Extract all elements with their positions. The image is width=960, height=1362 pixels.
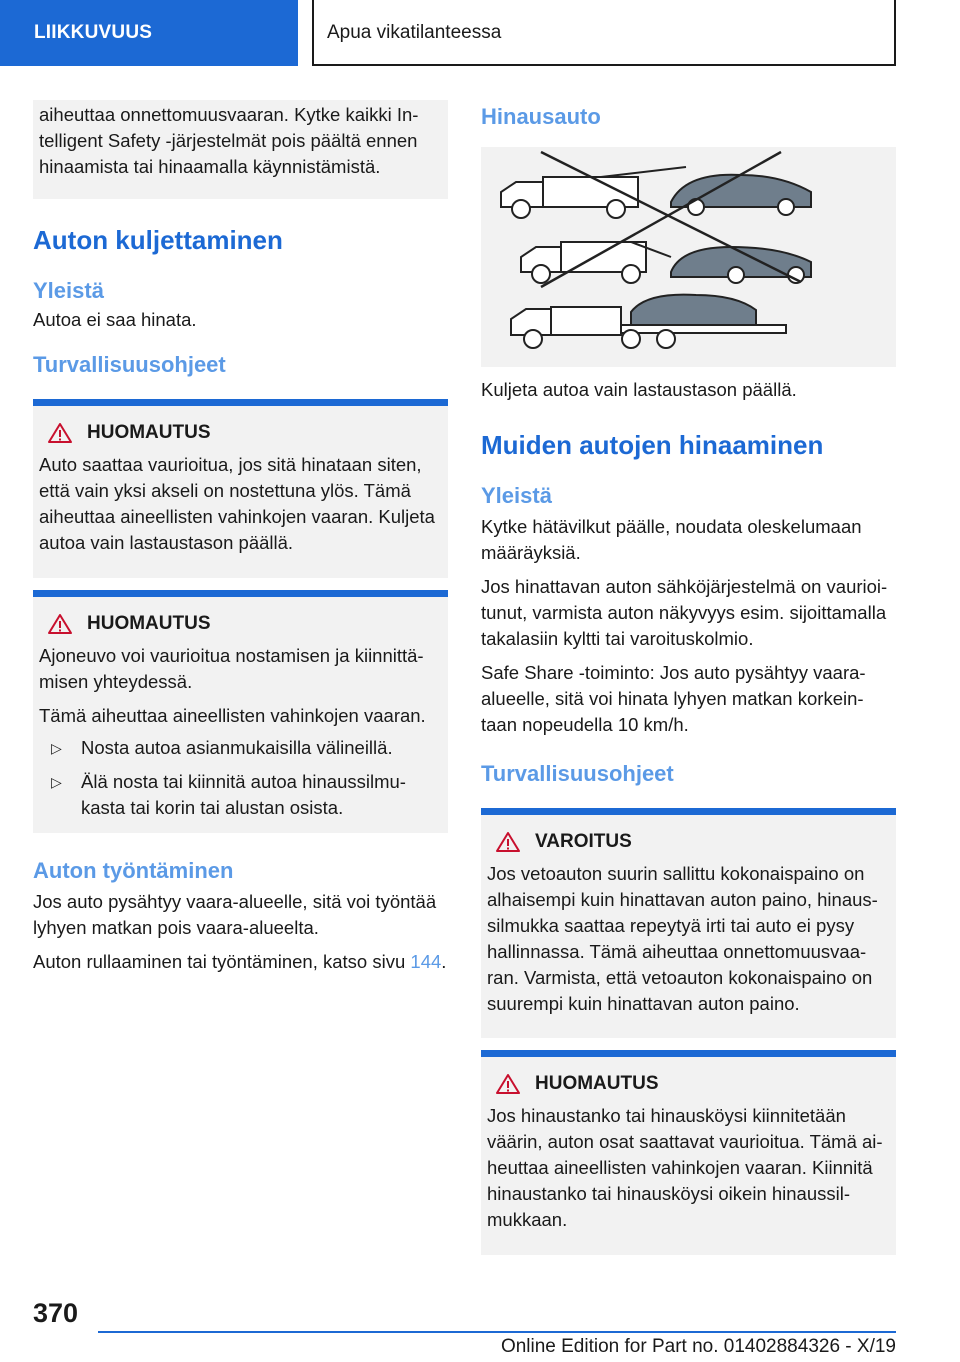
notice-box xyxy=(481,1050,896,1255)
general-text: Safe Share -toiminto: Jos auto pysähtyy vaara-alueelle, sitä voi hinata lyhyen matkan korkein-taan nopeudella 10 km/h. xyxy=(481,662,866,735)
list-item xyxy=(39,735,440,761)
bullet-text: Älä nosta tai kiinnitä autoa hinaussilmu-kasta tai korin tai alustan osista. xyxy=(81,771,406,818)
general-text: Autoa ei saa hinata. xyxy=(33,309,197,330)
general-text: Kytke hätävilkut päälle, noudata oleskelumaan määräyksiä. xyxy=(481,516,862,563)
tow-caption: Kuljeta autoa vain lastaustason päällä. xyxy=(481,379,797,400)
warning-triangle-icon xyxy=(47,422,73,444)
pushing-reference xyxy=(33,949,448,975)
notice-text: Jos hinaustanko tai hinausköysi kiinnitetään väärin, auton osat saattavat vaurioitua. Tämä ai-heuttaa aineellisten vahinkojen vaaran. Kiinnitä hinaustanko tai hinausköysi oikein hinaussil-mukkaan. xyxy=(487,1105,883,1230)
page-link[interactable]: 144 xyxy=(410,951,442,972)
heading-pushing: Auton työntäminen xyxy=(33,858,234,883)
heading-safety: Turvallisuusohjeet xyxy=(481,761,674,786)
notice-text: Auto saattaa vaurioitua, jos sitä hinataan siten, että vain yksi akseli on nostettuna ylös. Tämä aiheuttaa aineellisten vahinkojen vaaran. Kuljeta autoa vain lastaustason päällä. xyxy=(39,454,435,553)
warning-title: VAROITUS xyxy=(535,831,632,852)
heading-transport: Auton kuljettaminen xyxy=(33,225,283,255)
warning-header xyxy=(487,829,888,855)
warning-triangle-icon xyxy=(495,1073,521,1095)
warning-box xyxy=(481,808,896,1038)
page-header xyxy=(0,0,960,66)
tow-truck-illustration xyxy=(481,147,896,367)
section-tab: LIIKKUVUUS xyxy=(0,0,298,66)
notice-header xyxy=(39,420,440,446)
bullet-text: Nosta autoa asianmukaisilla välineillä. xyxy=(81,737,393,758)
notice-header xyxy=(487,1071,888,1097)
bullet-triangle-icon: ▷ xyxy=(51,740,62,756)
warning-triangle-icon xyxy=(495,831,521,853)
notice-text: Ajoneuvo voi vaurioitua nostamisen ja kiinnittä-misen yhteydessä. xyxy=(39,645,424,692)
heading-safety: Turvallisuusohjeet xyxy=(33,352,226,377)
heading-towing-others: Muiden autojen hinaaminen xyxy=(481,430,824,460)
notice-title: HUOMAUTUS xyxy=(535,1073,659,1094)
pushing-reference-suffix: . xyxy=(441,951,447,972)
heading-tow-truck: Hinausauto xyxy=(481,104,601,129)
notice-title: HUOMAUTUS xyxy=(87,422,211,443)
left-column xyxy=(33,100,448,975)
notice-text: Tämä aiheuttaa aineellisten vahinkojen vaaran. xyxy=(39,705,426,726)
general-text: Jos hinattavan auton sähköjärjestelmä on vaurioi-tunut, varmista auton näkyvyys esim. sijoittamalla takalasiin kyltti tai varoituskolmio. xyxy=(481,576,888,649)
notice-bullet-list xyxy=(39,735,440,821)
notice-title: HUOMAUTUS xyxy=(87,613,211,634)
chapter-title: Apua vikatilanteessa xyxy=(312,0,896,66)
warning-text: Jos vetoauton suurin sallittu kokonaispaino on alhaisempi kuin hinattavan auton paino, hinaus-silmukka saattaa repeytyä irti tai auto ei pysy hallinnassa. Tämä aiheuttaa onnettomuusvaa-ran. Varmista, että vetoauton kokonaispaino on suurempi kuin hinattavan auton paino. xyxy=(487,863,878,1014)
continued-notice-box xyxy=(33,100,448,199)
right-column xyxy=(481,100,896,1255)
continued-notice-text: aiheuttaa onnettomuusvaaran. Kytke kaikki In-telligent Safety -järjestelmät pois päältä ennen hinaamista tai hinaamalla käynnistämistä. xyxy=(39,104,419,177)
list-item xyxy=(39,769,440,821)
heading-general: Yleistä xyxy=(481,483,552,508)
page-number: 370 xyxy=(33,1298,79,1328)
edition-text: Online Edition for Part no. 01402884326 - X/19 xyxy=(500,1336,896,1357)
warning-triangle-icon xyxy=(47,613,73,635)
tow-truck-illustration-svg xyxy=(481,147,896,367)
bullet-triangle-icon: ▷ xyxy=(51,774,62,790)
pushing-reference-text: Auton rullaaminen tai työntäminen, katso sivu xyxy=(33,951,411,972)
notice-box xyxy=(33,590,448,833)
heading-general: Yleistä xyxy=(33,278,104,303)
notice-header xyxy=(39,611,440,637)
pushing-text: Jos auto pysähtyy vaara-alueelle, sitä voi työntää lyhyen matkan pois vaara-alueelta. xyxy=(33,891,437,938)
footer-divider xyxy=(98,1331,896,1333)
notice-box xyxy=(33,399,448,578)
